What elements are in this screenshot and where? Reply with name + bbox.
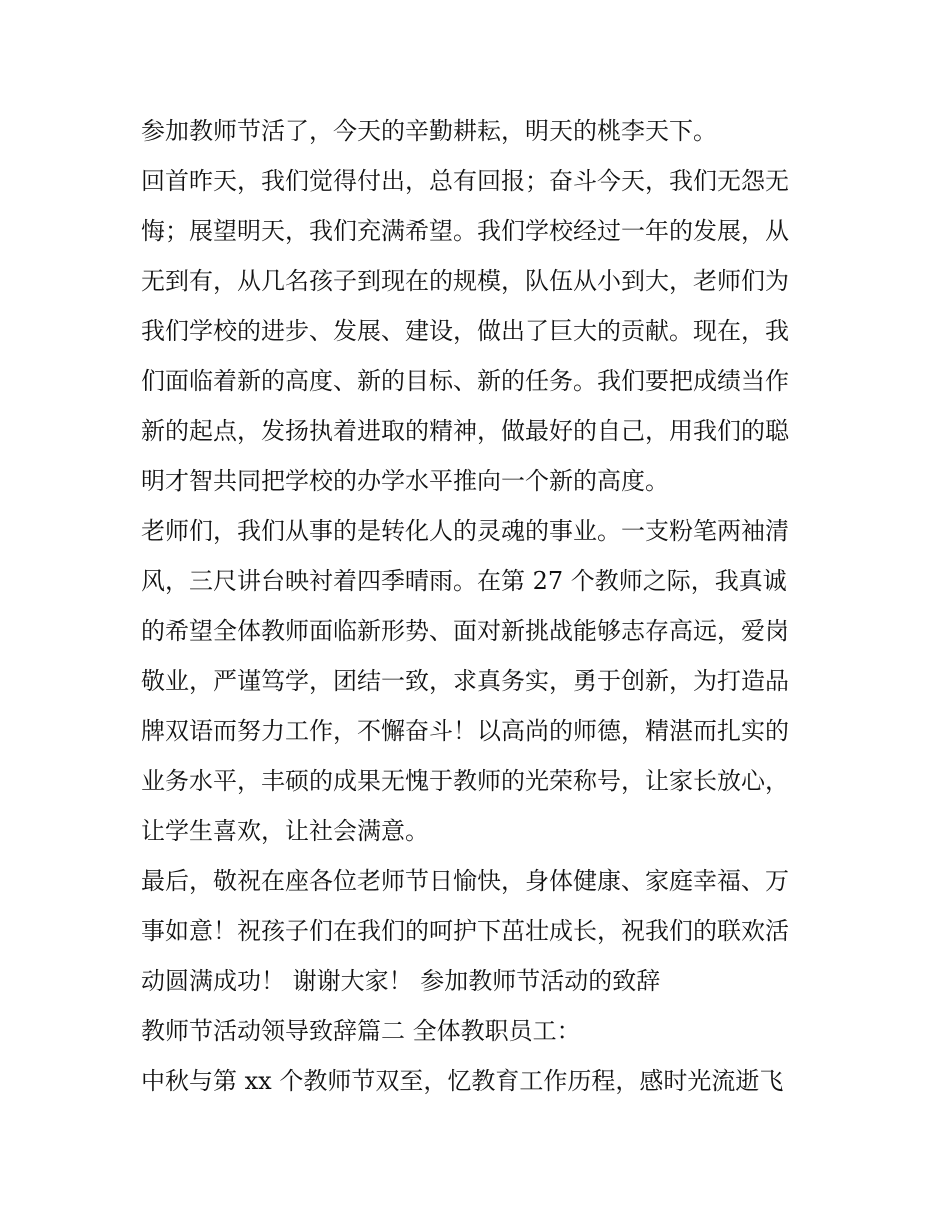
text-line: 动圆满成功！ 谢谢大家！ 参加教师节活动的致辞 — [141, 967, 661, 995]
text-line: 事如意！祝孩子们在我们的呵护下茁壮成长，祝我们的联欢活 — [141, 917, 789, 945]
text-line: 敬业，严谨笃学，团结一致，求真务实，勇于创新，为打造品 — [141, 667, 789, 695]
text-line: 无到有，从几名孩子到现在的规模，队伍从小到大，老师们为 — [141, 267, 789, 295]
text-line: 风，三尺讲台映衬着四季晴雨。在第 27 个教师之际，我真诚 — [141, 567, 787, 595]
text-line: 回首昨天，我们觉得付出，总有回报；奋斗今天，我们无怨无 — [141, 167, 789, 195]
text-line: 的希望全体教师面临新形势、面对新挑战能够志存高远，爱岗 — [141, 617, 789, 645]
text-line: 业务水平，丰硕的成果无愧于教师的光荣称号，让家长放心， — [141, 767, 789, 795]
text-line: 教师节活动领导致辞篇二 全体教职员工： — [141, 1017, 581, 1045]
text-line: 悔；展望明天，我们充满希望。我们学校经过一年的发展，从 — [141, 217, 789, 245]
text-line: 新的起点，发扬执着进取的精神，做最好的自己，用我们的聪 — [141, 417, 789, 445]
text-line: 让学生喜欢，让社会满意。 — [141, 817, 429, 845]
text-line: 最后，敬祝在座各位老师节日愉快，身体健康、家庭幸福、万 — [141, 867, 789, 895]
text-line: 老师们，我们从事的是转化人的灵魂的事业。一支粉笔两袖清 — [141, 517, 789, 545]
text-line: 我们学校的进步、发展、建设，做出了巨大的贡献。现在，我 — [141, 317, 789, 345]
document-body — [141, 106, 821, 1106]
text-line: 明才智共同把学校的办学水平推向一个新的高度。 — [141, 467, 669, 495]
text-line: 牌双语而努力工作，不懈奋斗！以高尚的师德，精湛而扎实的 — [141, 717, 789, 745]
text-line: 们面临着新的高度、新的目标、新的任务。我们要把成绩当作 — [141, 367, 789, 395]
text-line: 参加教师节活了，今天的辛勤耕耘，明天的桃李天下。 — [141, 117, 717, 145]
text-line: 中秋与第 xx 个教师节双至，忆教育工作历程，感时光流逝飞 — [141, 1067, 784, 1095]
